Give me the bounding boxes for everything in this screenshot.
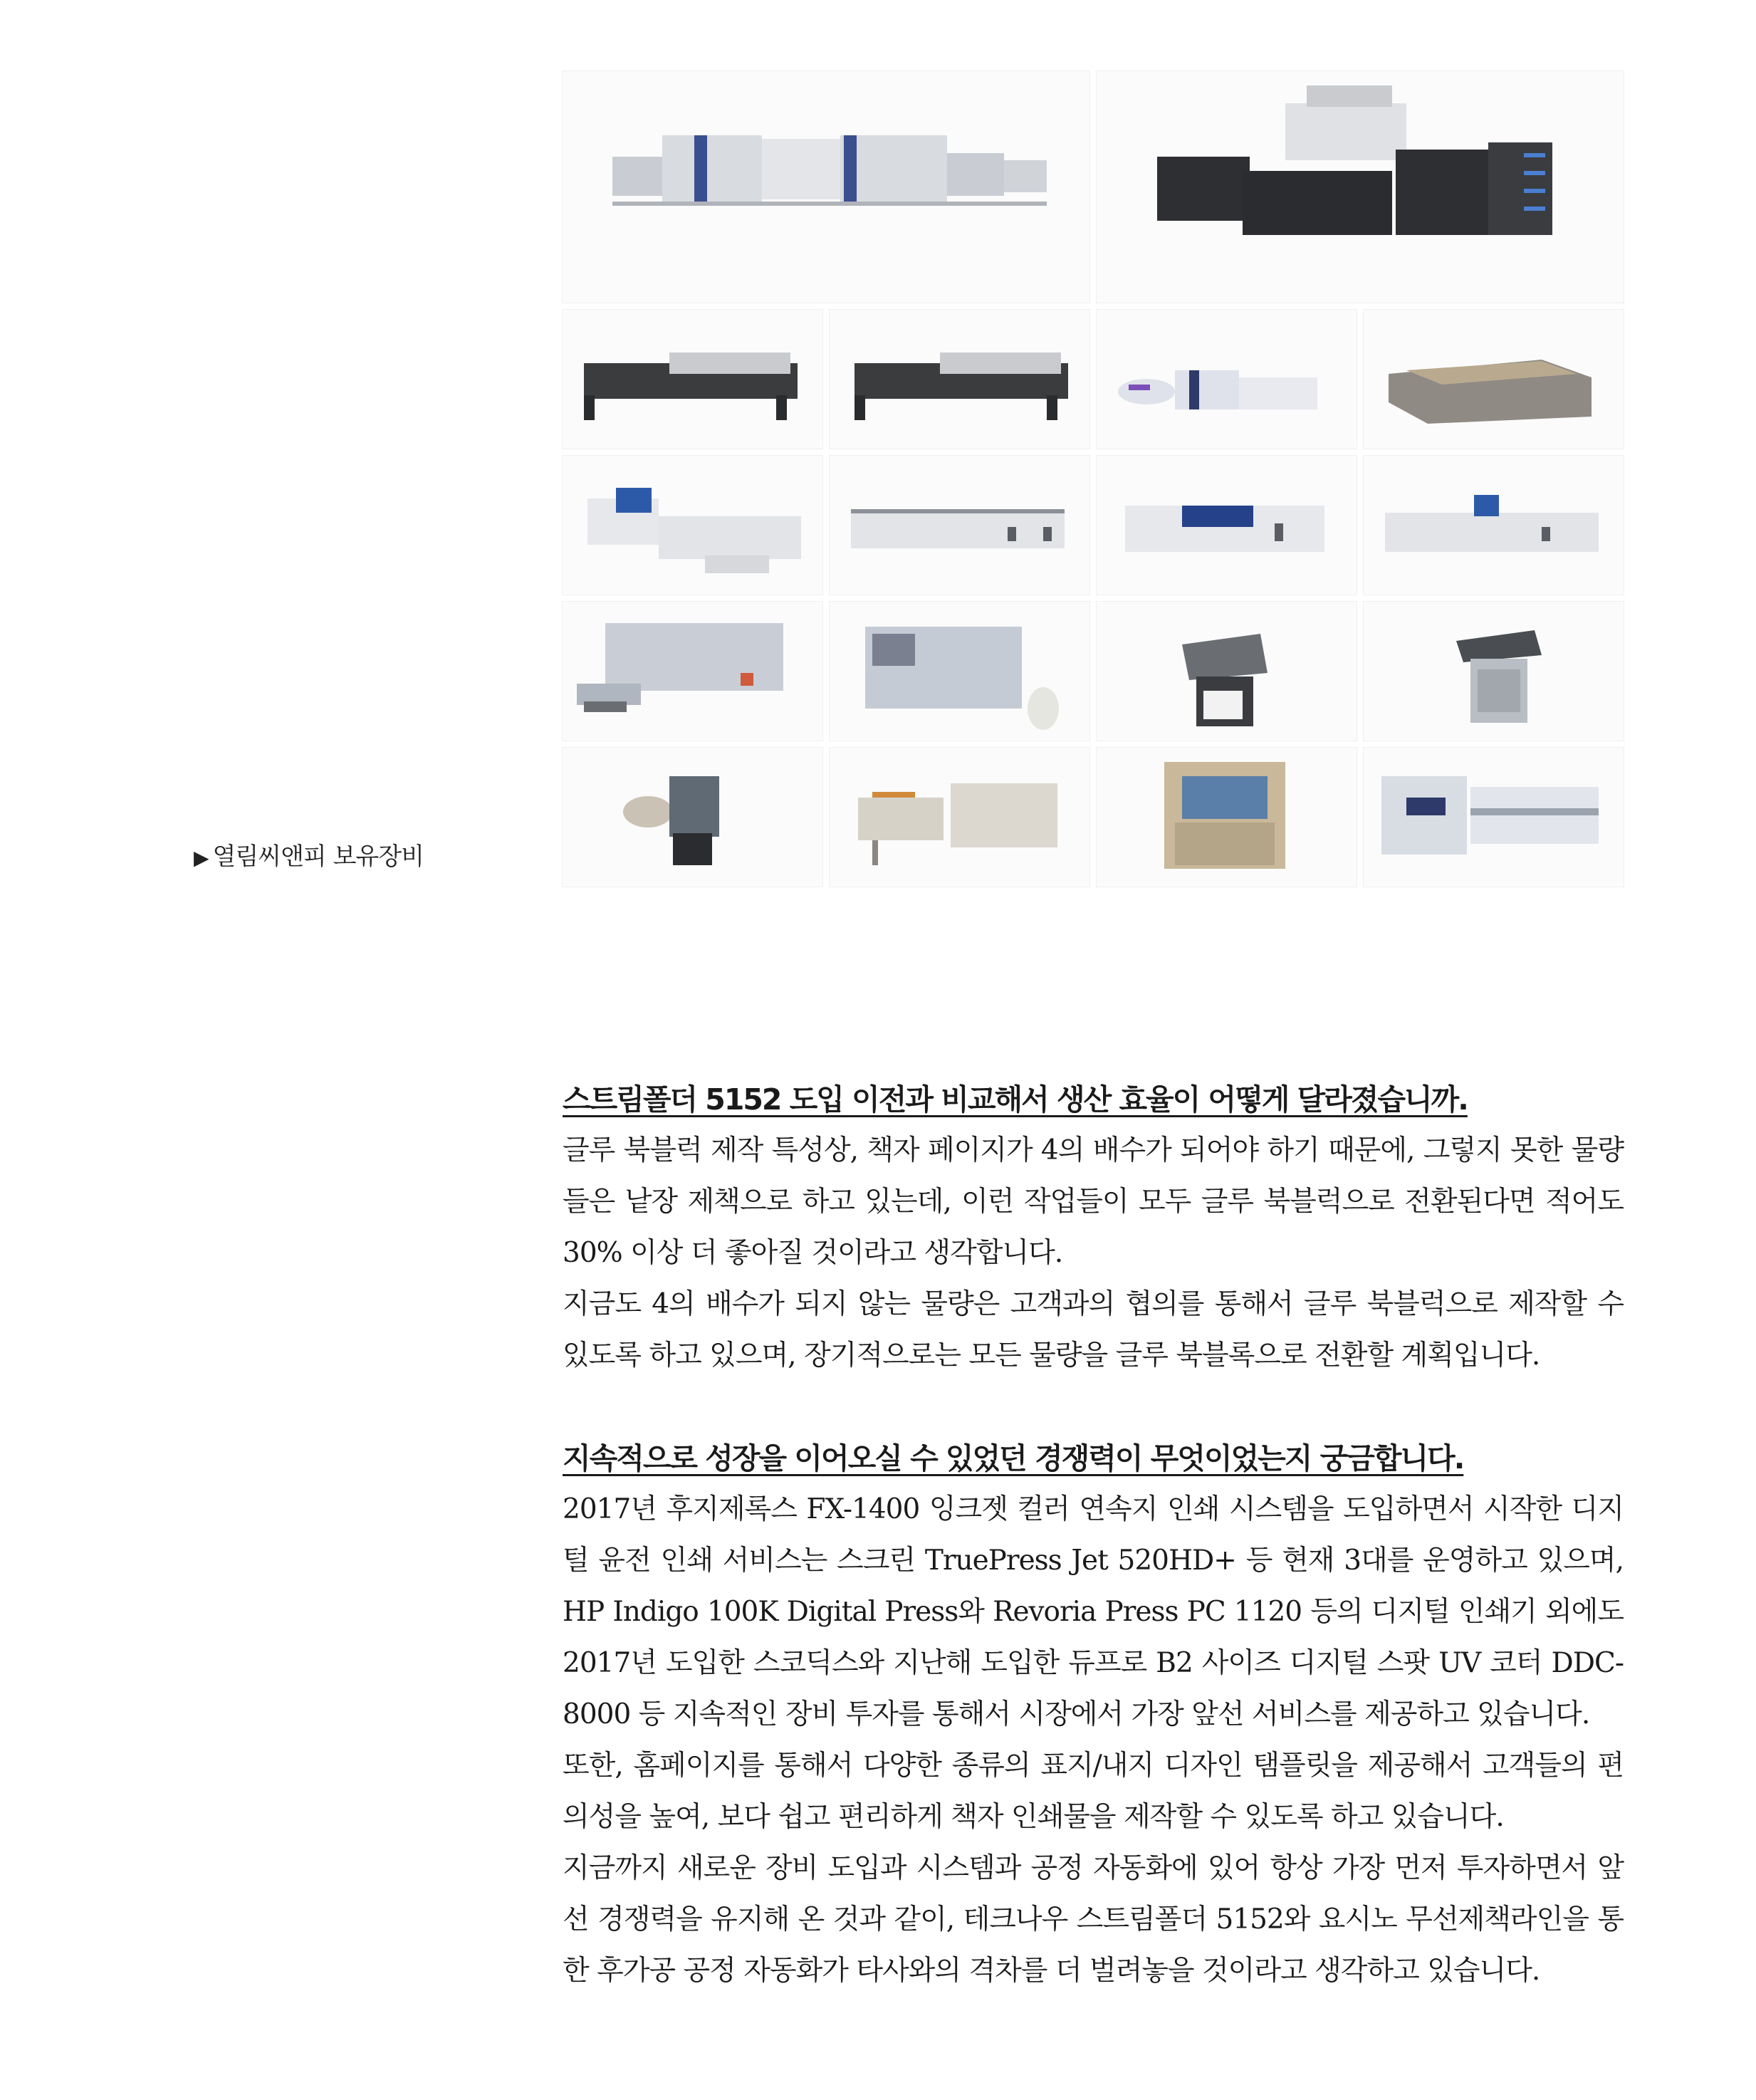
production-printer-2-image [1097,456,1357,595]
answer-paragraph: 글루 북블럭 제작 특성상, 책자 페이지가 4의 배수가 되어야 하기 때문에, 그렇지 못한 물량들은 낱장 제책으로 하고 있는데, 이런 작업들이 모두 글루 북블럭으로 전환된다면 적어도 30% 이상 더 좋아질 것이라고 생각합니다. [563,1134,1624,1269]
color-press-blue-image [563,456,822,595]
hp-indigo-press-image [1097,71,1624,303]
question-heading-efficiency: 스트림폴더 5152 도입 이전과 비교해서 생산 효율이 어떻게 달라졌습니까. [563,1082,1468,1117]
offset-press-1-image [563,310,822,449]
laminator-line-image [830,748,1089,887]
equipment-photo [1364,310,1624,449]
stitcher-machine-image [1364,602,1624,741]
equipment-photo [830,602,1089,741]
photo-caption [194,837,424,872]
equipment-photo [1097,71,1624,303]
equipment-photo [1097,748,1357,887]
equipment-photo [1364,456,1624,595]
question-heading-competitiveness: 지속적으로 성장을 이어오실 수 있었던 경쟁력이 무엇이었는지 궁금합니다. [563,1441,1464,1475]
perfect-binder-1-image [563,602,822,741]
equipment-photo [1097,456,1357,595]
section-spacer [563,1381,1624,1433]
answer-paragraph: 지금도 4의 배수가 되지 않는 물량은 고객과의 협의를 통해서 글루 북블럭으로 제작할 수 있도록 하고 있으며, 장기적으로는 모든 물량을 글루 북블록으로 전환할 계획입니다. [563,1288,1624,1372]
equipment-photo [563,748,822,887]
equipment-photo [1364,602,1624,741]
equipment-photo [830,456,1089,595]
equipment-photo [830,310,1089,449]
production-printer-1-image [830,456,1089,595]
equipment-photo [1364,748,1624,887]
answer-paragraph: 지금까지 새로운 장비 도입과 시스템과 공정 자동화에 있어 항상 가장 먼저 투자하면서 앞선 경쟁력을 유지해 온 것과 같이, 테크나우 스트림폴더 5152와 요시노 무선제책라인을 통한 후가공 공정 자동화가 타사와의 격차를 더 벌려놓을 것이라고 생각하고 있습니다. [563,1852,1624,1987]
equipment-photo [1097,602,1357,741]
dual-inkjet-press-image [563,71,1089,303]
perfect-binder-2-image [830,602,1089,741]
caption-text: 열림씨앤피 보유장비 [212,842,424,871]
answer-paragraph: 2017년 후지제록스 FX-1400 잉크젯 컬러 연속지 인쇄 시스템을 도입하면서 시작한 디지털 윤전 인쇄 서비스는 스크린 TruePress Jet 520HD+ 등 현재 3대를 운영하고 있으며, HP Indigo 100K Digital Press와 Revoria Press PC 1120 등의 디지털 인쇄기 외에도 2017년 도입한 스코딕스와 지난해 도입한 듀프로 B2 사이즈 디지털 스팟 UV 코터 DDC-8000 등 지속적인 장비 투자를 통해서 시장에서 가장 앞선 서비스를 제공하고 있습니다. [563,1493,1624,1730]
production-printer-3-image [1364,456,1624,595]
offset-press-2-image [830,310,1089,449]
uv-coater-image [1364,310,1624,449]
equipment-photo [563,310,822,449]
equipment-photo [1097,310,1357,449]
equipment-photo [563,71,1089,303]
equipment-photo [563,456,822,595]
digital-press-purple-image [1097,310,1357,449]
interview-article [563,1074,1624,1997]
film-laminator-image [1364,748,1624,887]
equipment-photo [830,748,1089,887]
caption-marker: ▶ [194,846,209,869]
equipment-photo-grid [563,71,1624,887]
answer-paragraph: 또한, 홈페이지를 통해서 다양한 종류의 표지/내지 디자인 탬플릿을 제공해서 고객들의 편의성을 높여, 보다 쉽고 편리하게 책자 인쇄물을 제작할 수 있도록 하고 있습니다. [563,1750,1624,1833]
equipment-photo [563,602,822,741]
paper-cutter-image [1097,748,1357,887]
folder-machine-image [1097,602,1357,741]
shrink-wrapper-image [563,748,822,887]
